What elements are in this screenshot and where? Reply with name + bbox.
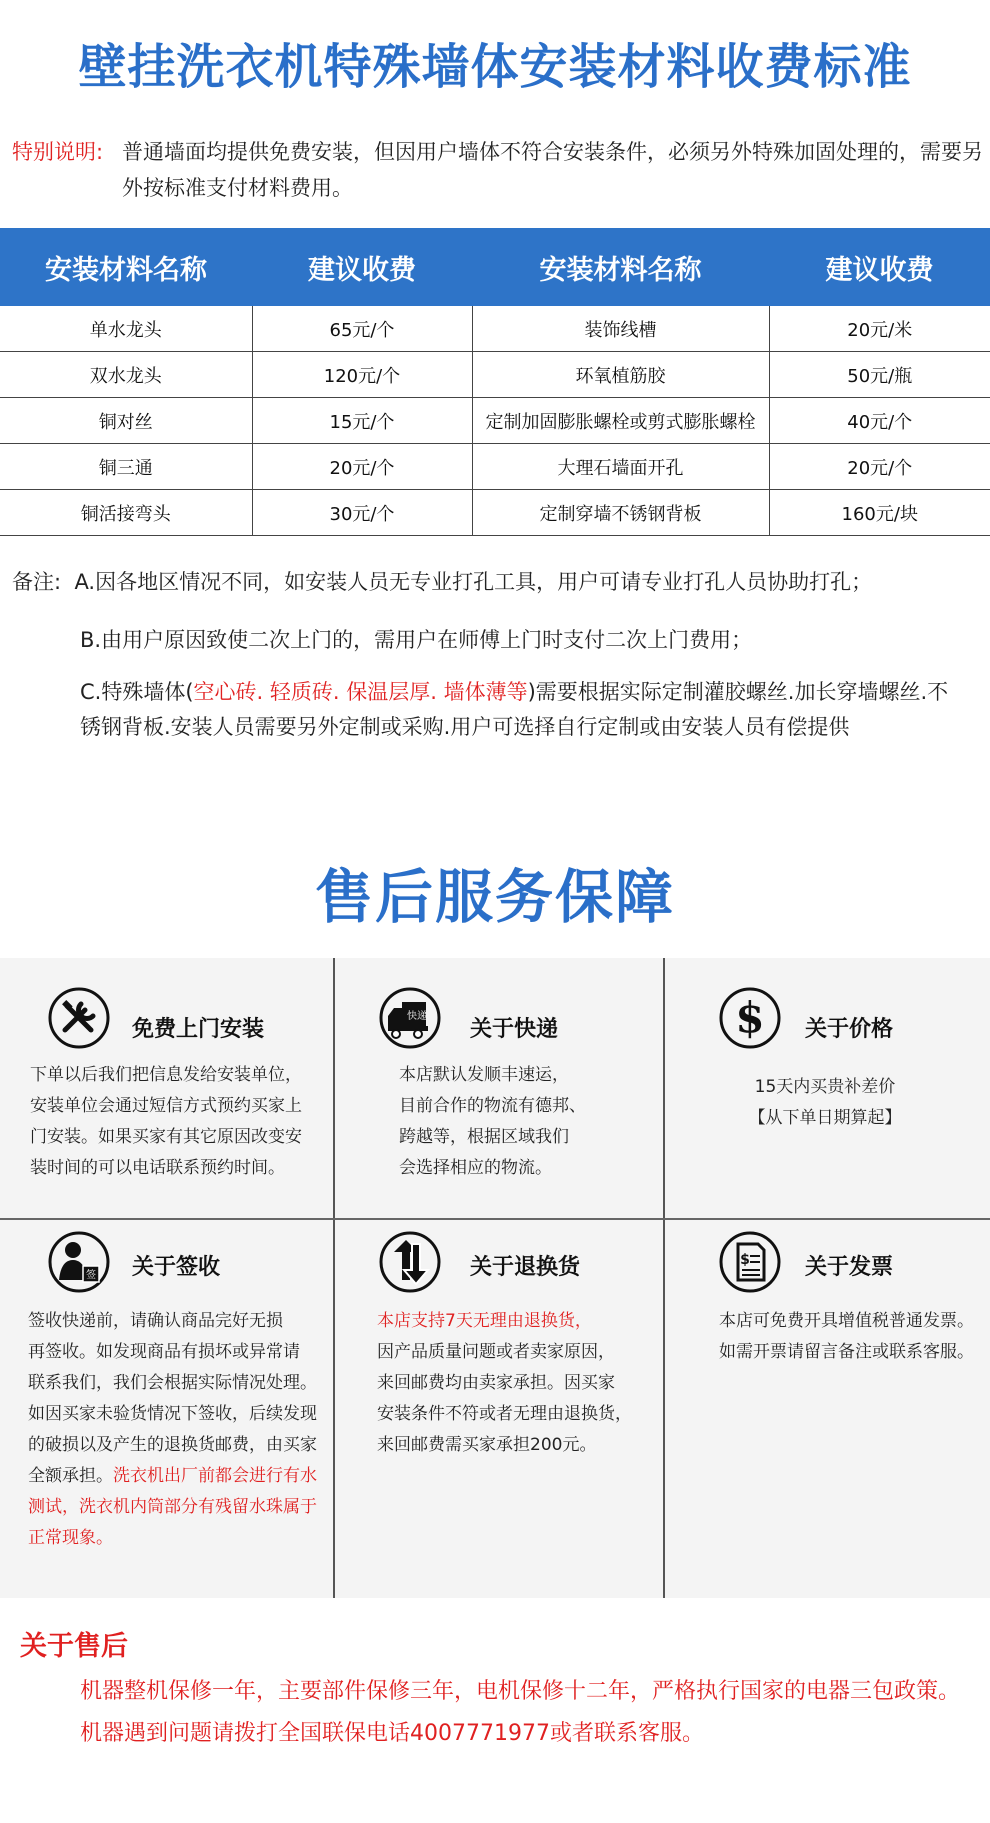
material-name: 装饰线槽 [472,306,769,352]
tools-icon [47,986,111,1050]
body-line-part: 全额承担。 [28,1466,113,1486]
service-title: 售后服务保障 [314,863,675,931]
service-card-title: 关于快递 [470,1017,559,1042]
service-card-sign [0,1220,333,1598]
table-row [0,398,990,444]
fee-table [0,228,990,536]
body-line: 如需开票请留言备注或联系客服。 [719,1342,974,1362]
after-sales-line: 机器遇到问题请拨打全国联保电话4007771977或者联系客服。 [80,1721,704,1746]
material-fee: 65元/个 [252,306,472,352]
material-fee: 160元/块 [769,490,990,536]
body-line: 签收快递前，请确认商品完好无损 [28,1311,283,1331]
material-name: 定制穿墙不锈钢背板 [472,490,769,536]
body-line: 如因买家未验货情况下签收，后续发现 [28,1404,317,1424]
service-card-title: 免费上门安装 [132,1017,265,1042]
body-line: 因产品质量问题或者卖家原因， [377,1342,615,1362]
fee-table-header [0,228,990,306]
service-card-install [0,958,333,1218]
exchange-arrows-icon [378,1230,442,1294]
material-name: 双水龙头 [0,352,252,398]
body-line-highlight: 洗衣机出厂前都会进行有水 [113,1466,317,1486]
dollar-icon [718,986,782,1050]
note-c [80,675,960,745]
body-line: 门安装。如果买家有其它原因改变安 [30,1127,302,1147]
page-title: 壁挂洗衣机特殊墙体安装材料收费标准 [78,39,912,95]
body-line-highlight: 测试，洗衣机内筒部分有残留水珠属于 [28,1497,317,1517]
material-name: 大理石墙面开孔 [472,444,769,490]
invoice-icon [718,1230,782,1294]
table-row [0,306,990,352]
body-line: 来回邮费均由卖家承担。因买家 [377,1373,615,1393]
special-note-label: 特别说明: [12,140,104,164]
service-card-body [377,1306,662,1461]
special-note-text: 普通墙面均提供免费安装，但因用户墙体不符合安装条件，必须另外特殊加固处理的，需要另外按标准支付材料费用。 [122,140,983,200]
service-card-invoice [665,1220,990,1598]
header-material-name-2: 安装材料名称 [472,228,769,306]
service-card-body [28,1306,330,1554]
material-name: 铜活接弯头 [0,490,252,536]
note-c-highlight: 空心砖. 轻质砖. 保温层厚. 墙体薄等 [193,680,528,704]
svg-text:签: 签 [86,1270,96,1281]
material-fee: 50元/瓶 [769,352,990,398]
note-a [12,565,872,600]
body-line: 来回邮费需买家承担200元。 [377,1435,597,1455]
after-sales-line: 机器整机保修一年，主要部件保修三年，电机保修十二年，严格执行国家的电器三包政策。 [80,1679,961,1704]
service-card-body [399,1060,659,1184]
table-row [0,352,990,398]
note-b: B.由用户原因致使二次上门的，需用户在师傅上门时支付二次上门费用； [80,628,753,652]
material-fee: 40元/个 [769,398,990,444]
body-line: 目前合作的物流有德邦、 [399,1096,586,1116]
courier-sign-icon [47,1230,111,1294]
body-line: 会选择相应的物流。 [399,1158,552,1178]
material-name: 定制加固膨胀螺栓或剪式膨胀螺栓 [472,398,769,444]
material-name: 单水龙头 [0,306,252,352]
service-card-title: 关于签收 [132,1255,221,1280]
svg-text:$: $ [740,1252,750,1268]
service-card-title: 关于价格 [805,1017,894,1042]
service-card-body [665,1072,985,1134]
material-fee: 15元/个 [252,398,472,444]
service-card-body [30,1060,330,1184]
service-card-title: 关于发票 [805,1255,894,1280]
material-fee: 30元/个 [252,490,472,536]
material-fee: 20元/个 [252,444,472,490]
note-a-text: A.因各地区情况不同，如安装人员无专业打孔工具，用户可请专业打孔人员协助打孔； [74,570,873,594]
svg-text:$: $ [735,993,765,1042]
header-suggested-fee-1: 建议收费 [252,228,472,306]
body-line: 装时间的可以电话联系预约时间。 [30,1158,285,1178]
body-line: 本店可免费开具增值税普通发票。 [719,1311,974,1331]
service-card-title: 关于退换货 [470,1255,581,1280]
material-fee: 20元/个 [769,444,990,490]
material-name: 铜对丝 [0,398,252,444]
service-grid [0,958,990,1598]
body-line-highlight: 本店支持7天无理由退换货， [377,1311,592,1331]
table-row [0,444,990,490]
body-line [28,1461,330,1492]
table-row [0,490,990,536]
service-card-body [719,1306,989,1368]
body-line: 15天内买贵补差价 [754,1077,896,1097]
body-line: 跨越等，根据区域我们 [399,1127,569,1147]
after-sales-section [20,1624,980,1746]
svg-text:快递: 快递 [407,1011,427,1022]
body-line: 安装条件不符或者无理由退换货， [377,1404,632,1424]
delivery-truck-icon [378,986,442,1050]
notes-label: 备注: [12,570,62,594]
material-fee: 20元/米 [769,306,990,352]
body-line: 本店默认发顺丰速运， [399,1065,569,1085]
body-line-highlight: 正常现象。 [28,1528,113,1548]
body-line: 再签收。如发现商品有损坏或异常请 [28,1342,300,1362]
body-line: 的破损以及产生的退换货邮费，由买家 [28,1435,317,1455]
material-fee: 120元/个 [252,352,472,398]
body-line: 【从下单日期算起】 [748,1108,902,1128]
note-c-post: )需要根据实际定制灌胶螺丝.加长穿墙螺丝.不锈钢背板.安装人员需要另外定制或采购.用户可选择自行定制或由安装人员有偿提供 [80,680,949,739]
note-c-pre: C.特殊墙体( [80,680,194,704]
header-material-name-1: 安装材料名称 [0,228,252,306]
body-line: 下单以后我们把信息发给安装单位， [30,1065,302,1085]
service-card-exchange [335,1220,663,1598]
material-name: 环氧植筋胶 [472,352,769,398]
service-card-delivery [335,958,663,1218]
body-line: 安装单位会通过短信方式预约买家上 [30,1096,302,1116]
material-name: 铜三通 [0,444,252,490]
after-sales-title: 关于售后 [20,1631,128,1662]
header-suggested-fee-2: 建议收费 [769,228,990,306]
body-line: 联系我们，我们会根据实际情况处理。 [28,1373,317,1393]
service-card-price [665,958,990,1218]
